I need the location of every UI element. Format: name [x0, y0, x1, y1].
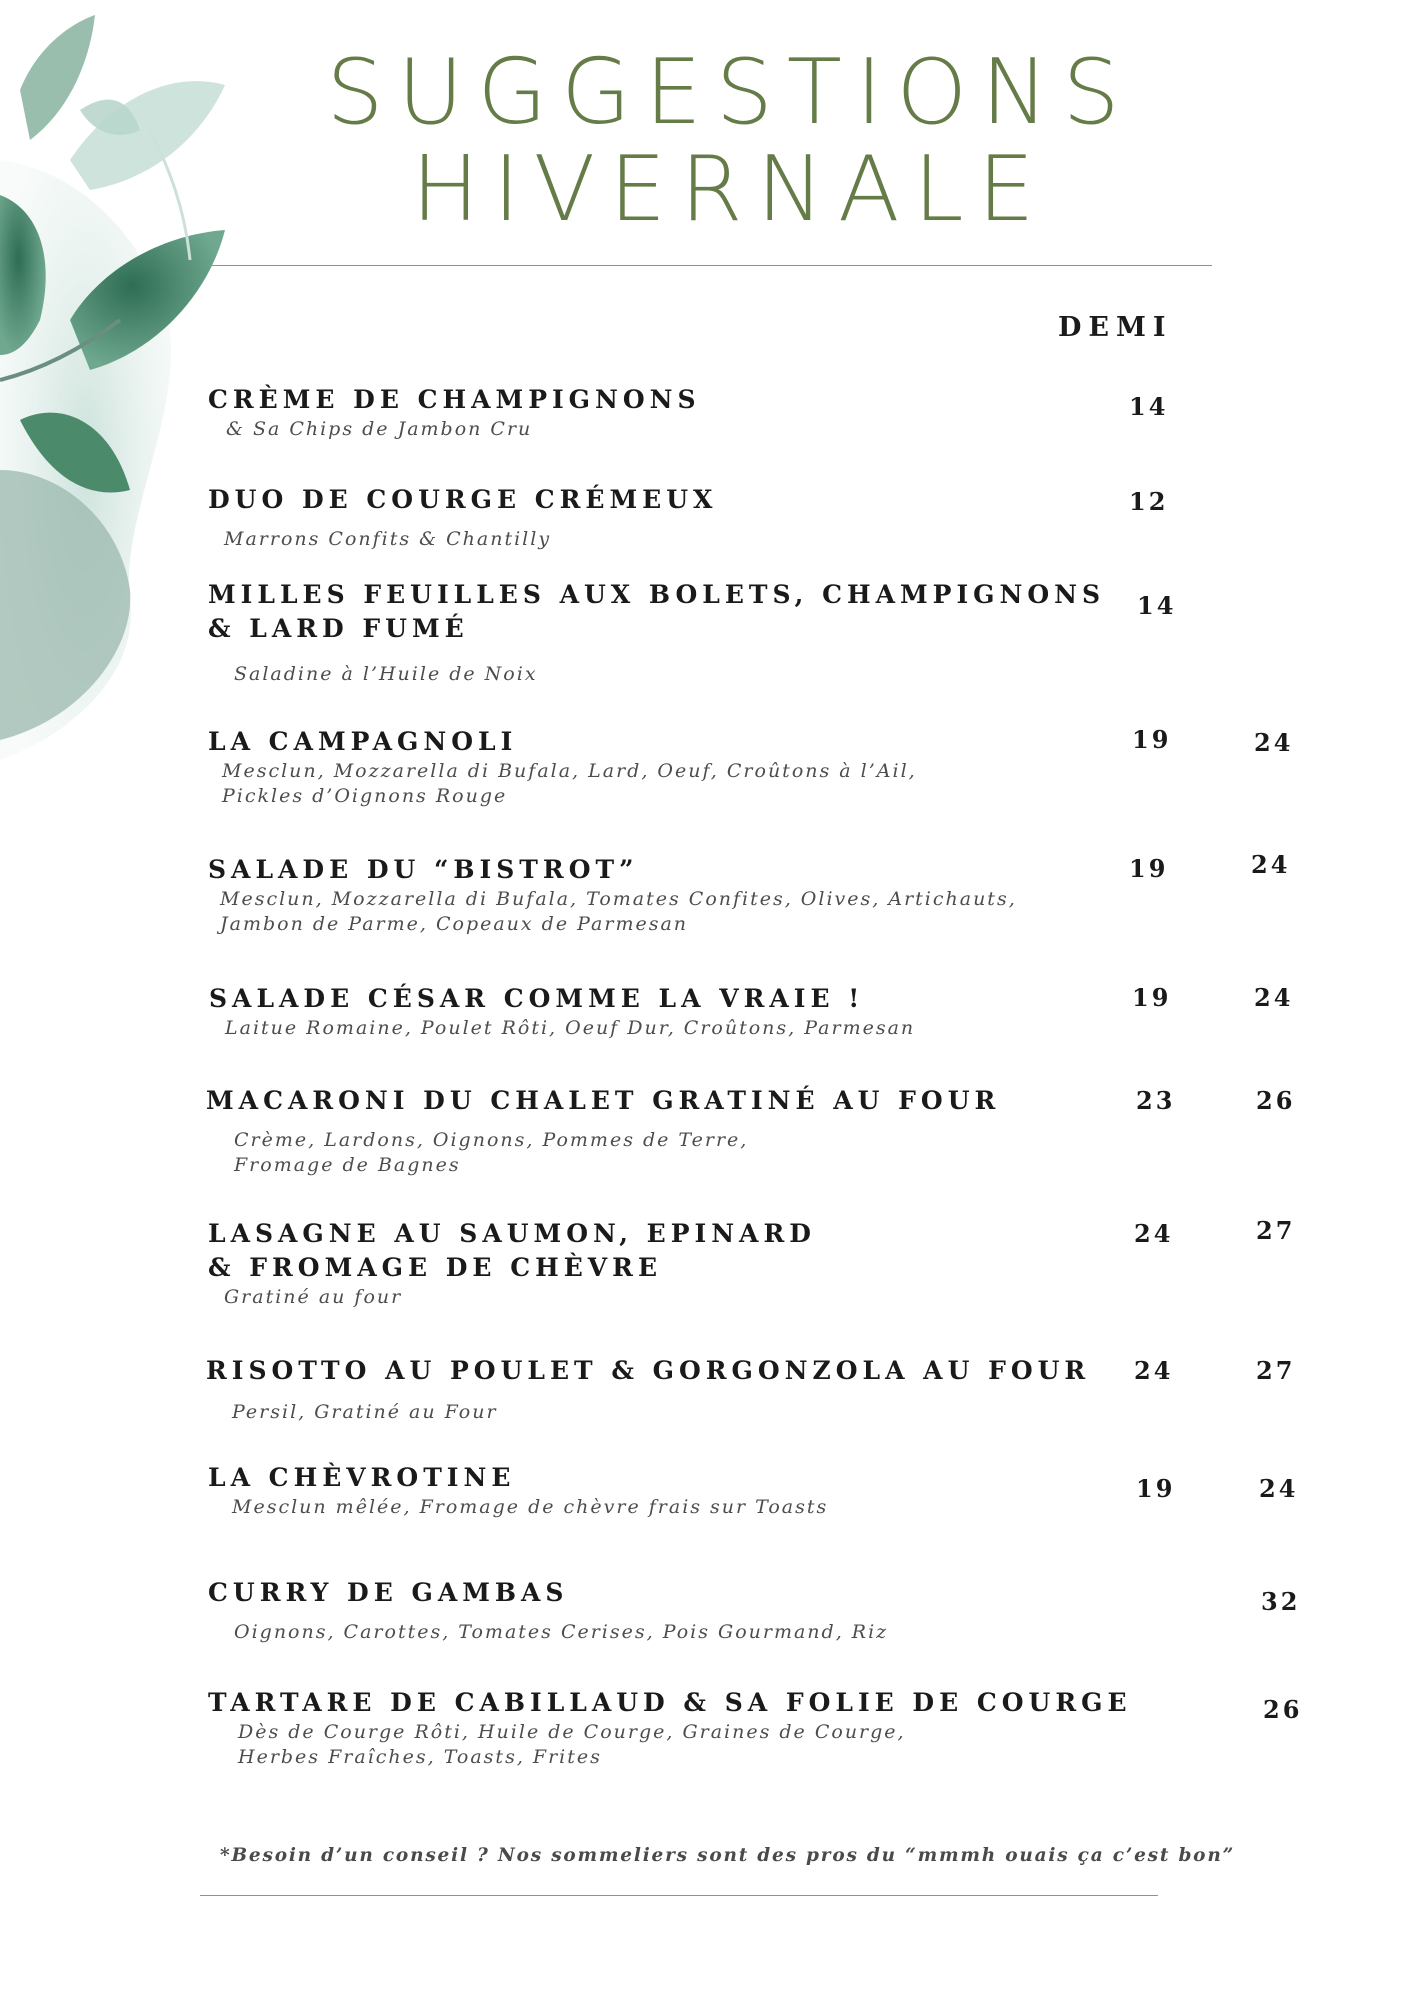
price-full: 24: [1254, 983, 1294, 1012]
price-full: 26: [1256, 1086, 1296, 1115]
menu-item: [208, 853, 1017, 937]
bottom-divider: [200, 1895, 1158, 1896]
item-name: LASAGNE AU SAUMON, EPINARD & FROMAGE DE CHÈVRE: [208, 1219, 816, 1282]
item-name: MILLES FEUILLES AUX BOLETS, CHAMPIGNONS & LARD FUMÉ: [208, 580, 1106, 643]
menu-item: [208, 1686, 1132, 1770]
price-demi: 23: [1136, 1086, 1176, 1115]
price-demi: 14: [1137, 591, 1177, 620]
price-full: 24: [1254, 728, 1294, 757]
menu-item: [208, 1576, 888, 1645]
item-name: CURRY DE GAMBAS: [208, 1578, 569, 1607]
price-full: 32: [1261, 1587, 1301, 1616]
item-description: Oignons, Carottes, Tomates Cerises, Pois Gourmand, Riz: [234, 1621, 889, 1643]
price-demi: 14: [1129, 392, 1169, 421]
price-demi: 19: [1132, 725, 1172, 754]
item-name: LA CHÈVROTINE: [208, 1463, 516, 1492]
menu-item: [206, 1354, 1090, 1425]
menu-item: [208, 483, 717, 552]
price-demi: 12: [1129, 487, 1169, 516]
demi-column-header: DEMI: [1058, 312, 1173, 343]
price-demi: 24: [1134, 1356, 1174, 1385]
item-name: SALADE DU “BISTROT”: [208, 855, 639, 884]
menu-item: [209, 982, 915, 1041]
item-description: Mesclun, Mozzarella di Bufala, Tomates Confites, Olives, Artichauts, Jambon de Parme, Copeaux de Parmesan: [220, 888, 1017, 935]
price-demi: 19: [1132, 983, 1172, 1012]
item-name: DUO DE COURGE CRÉMEUX: [208, 485, 718, 514]
item-description: Gratiné au four: [224, 1286, 403, 1308]
menu-item: [208, 383, 701, 442]
item-name: TARTARE DE CABILLAUD & SA FOLIE DE COURGE: [208, 1688, 1132, 1717]
price-demi: 24: [1134, 1219, 1174, 1248]
item-description: Persil, Gratiné au Four: [232, 1401, 498, 1423]
price-full: 24: [1251, 850, 1291, 879]
item-description: Laitue Romaine, Poulet Rôti, Oeuf Dur, Croûtons, Parmesan: [225, 1017, 916, 1039]
price-full: 26: [1263, 1695, 1303, 1724]
price-full: 27: [1256, 1356, 1296, 1385]
item-name: MACARONI DU CHALET GRATINÉ AU FOUR: [206, 1086, 1001, 1115]
item-description: Crème, Lardons, Oignons, Pommes de Terre, Fromage de Bagnes: [234, 1129, 749, 1176]
item-description: Saladine à l’Huile de Noix: [234, 663, 538, 685]
item-name: RISOTTO AU POULET & GORGONZOLA AU FOUR: [206, 1356, 1091, 1385]
menu-title-line2: HIVERNALE: [411, 137, 1049, 242]
menu-item: [208, 1217, 816, 1310]
top-divider: [208, 265, 1212, 266]
item-description: Mesclun, Mozzarella di Bufala, Lard, Oeuf, Croûtons à l’Ail, Pickles d’Oignons Rouge: [222, 760, 917, 807]
item-description: Dès de Courge Rôti, Huile de Courge, Graines de Courge, Herbes Fraîches, Toasts, Frites: [238, 1721, 906, 1768]
item-name: CRÈME DE CHAMPIGNONS: [208, 385, 701, 414]
price-demi: 19: [1129, 854, 1169, 883]
menu-item: [208, 578, 1105, 687]
item-description: Marrons Confits & Chantilly: [224, 528, 552, 550]
price-full: 24: [1259, 1474, 1299, 1503]
menu-item: [208, 1461, 828, 1520]
price-demi: 19: [1136, 1474, 1176, 1503]
price-full: 27: [1256, 1216, 1296, 1245]
sommelier-note: *Besoin d’un conseil ? Nos sommeliers sont des pros du “mmmh ouais ça c’est bon”: [220, 1845, 1236, 1866]
menu-item: [208, 725, 917, 809]
menu-item: [206, 1084, 1000, 1178]
item-description: & Sa Chips de Jambon Cru: [226, 418, 533, 440]
item-name: SALADE CÉSAR COMME LA VRAIE !: [209, 984, 865, 1013]
menu-title-line1: SUGGESTIONS: [326, 40, 1134, 145]
item-description: Mesclun mêlée, Fromage de chèvre frais sur Toasts: [232, 1496, 829, 1518]
item-name: LA CAMPAGNOLI: [208, 727, 518, 756]
